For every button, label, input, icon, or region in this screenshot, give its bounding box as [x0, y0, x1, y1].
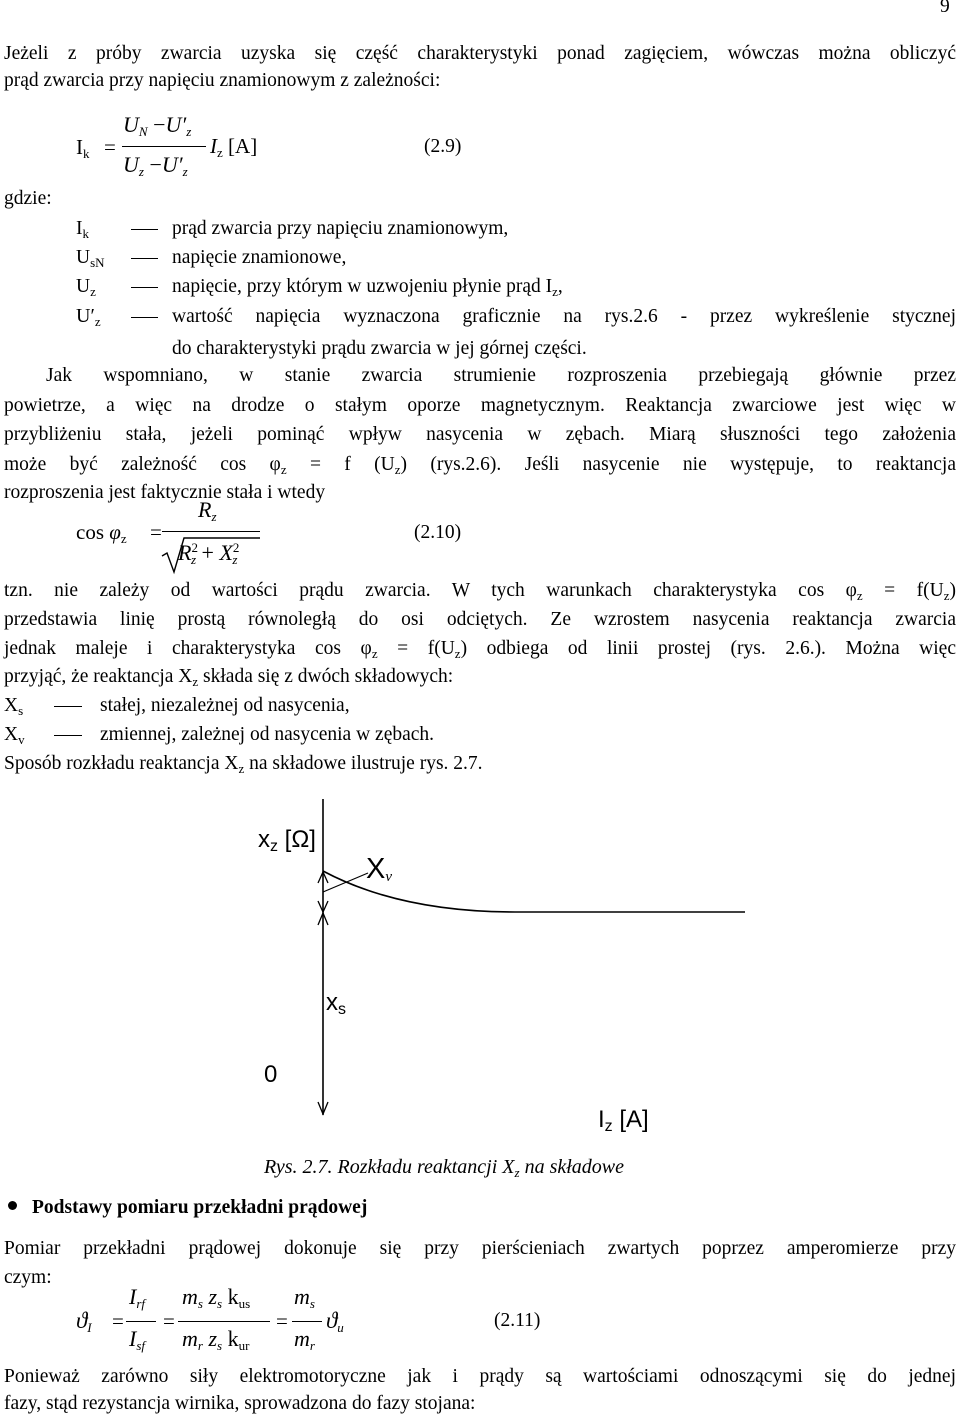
para1-line: Jak wspomniano, w stanie zwarcia strumienie rozproszenia przebiegają głównie przez [46, 365, 956, 386]
eq29-lhs: $I_k$ [76, 135, 90, 161]
xv-text: zmiennej, zależnej od nasycenia w zębach. [100, 724, 435, 745]
section-heading: Podstawy pomiaru przekładni prądowej [4, 1193, 367, 1222]
xs-symbol: $X_s$ [4, 695, 24, 718]
para1-line: może być zależność $\cos \varphi_z = f$ $(U_z)$ (rys.2.6). Jeśli nasycenie nie występuje, to reaktancja [4, 454, 956, 477]
eq211-fraction-bar [178, 1321, 270, 1322]
para1-line: przybliżeniu stała, jeżeli pominąć wpływ nasycenia w zębach. Miarą słuszności tego założenia [4, 424, 956, 445]
eq211-f1-num: $I_{rf}$ [129, 1284, 145, 1311]
eq29-factor: $I_z$ [A] [210, 134, 258, 160]
para1-line: powietrze, a więc na drodze o stałym oporze magnetycznym. Reaktancja zwarciowe jest więc w [4, 395, 956, 416]
eq211-equals-2: = [163, 1309, 175, 1333]
origin-label: 0 [264, 1061, 278, 1088]
eq211-fraction-bar [126, 1321, 156, 1322]
para3-line: czym: [4, 1267, 52, 1288]
def-text-usn: napięcie znamionowe, [172, 247, 347, 268]
xv-symbol: $X_v$ [4, 724, 25, 747]
def-dash [131, 229, 158, 230]
y-axis-label: $x_z$ [Ω] [258, 826, 316, 855]
eq211-theta: $ϑ_I$ [76, 1308, 92, 1335]
eq211-theta-u: $ϑ_u$ [326, 1308, 344, 1335]
eq211-f3-den: $m_r$ [294, 1326, 315, 1353]
eq211-f2-den: $m_r$ $z_s$ $k_{ur}$ [182, 1326, 250, 1353]
page-number: 9 [940, 0, 950, 17]
intro-line-2: prąd zwarcia przy napięciu znamionowym z zależności: [4, 70, 441, 91]
eq211-f3-num: $m_s$ [294, 1284, 315, 1311]
x-axis-label: $I_z$ [A] [598, 1106, 649, 1135]
sposob-line: Sposób rozkładu reaktancja $X_z$ na składowe ilustruje rys. 2.7. [4, 753, 483, 776]
reactance-diagram [300, 795, 750, 1140]
eq210-equals: = [150, 520, 162, 544]
def-sym-uz-prime: $U'_z$ [76, 305, 101, 329]
def-text-ik: prąd zwarcia przy napięciu znamionowym, [172, 218, 509, 239]
para2-line: przedstawia linię prostą równoległą do osi odciętych. Ze wzrostem nasycenia reaktancja zwarcia [4, 609, 956, 630]
xs-text: stałej, niezależnej od nasycenia, [100, 695, 350, 716]
def-dash [131, 317, 158, 318]
para4-line: fazy, stąd rezystancja wirnika, sprowadzona do fazy stojana: [4, 1393, 476, 1414]
eq211-f1-den: $I_{sf}$ [129, 1326, 145, 1353]
xv-label: $X_v$ [366, 853, 393, 885]
eq211-f2-num: $m_s$ $z_s$ $k_{us}$ [182, 1284, 251, 1311]
def-sym-ik: $I_k$ [76, 218, 89, 241]
eq29-number: (2.9) [424, 136, 462, 157]
def-dash [131, 258, 158, 259]
eq29-equals: = [104, 135, 116, 159]
eq210-fraction-bar [162, 531, 260, 532]
def-text-uz: napięcie, przy którym w uzwojeniu płynie prąd $I_z$, [172, 276, 563, 299]
eq210-number: (2.10) [414, 522, 462, 543]
eq29-denominator: $U_z -U'_z$ [123, 152, 188, 179]
para1-line: rozproszenia jest faktycznie stała i wtedy [4, 482, 326, 503]
eq29-fraction-bar [122, 146, 206, 147]
def-text-uz-prime: wartość napięcia wyznaczona graficznie na rys.2.6 - przez wykreślenie stycznej [172, 306, 956, 327]
xs-label: $x_s$ [326, 989, 346, 1018]
para3-line: Pomiar przekładni prądowej dokonuje się przy pierścieniach zwartych poprzez amperomierze przy [4, 1238, 956, 1259]
def-continuation: do charakterystyki prądu zwarcia w jej górnej części. [172, 338, 587, 359]
eq210-numerator: $R_z$ [198, 497, 217, 524]
eq29-numerator: $U_N -U'_z$ [123, 112, 192, 139]
para2-line: przyjąć, że reaktancja $X_z$ składa się z dwóch składowych: [4, 666, 454, 689]
gdzie-label: gdzie: [4, 188, 52, 209]
def-dash [54, 735, 82, 736]
eq211-fraction-bar [292, 1321, 322, 1322]
eq211-equals-1: = [112, 1309, 124, 1333]
eq210-denominator: $R^2_z + X^2_z$ [178, 540, 240, 567]
xv-leader-line [323, 873, 368, 892]
def-sym-uz: $U_z$ [76, 276, 96, 299]
para4-line: Ponieważ zarówno siły elektromotoryczne jak i prądy są wartościami odnoszącymi się do jednej [4, 1366, 956, 1387]
intro-line-1: Jeżeli z próby zwarcia uzyska się część charakterystyki ponad zagięciem, wówczas można obliczyć [4, 43, 956, 64]
def-dash [54, 706, 82, 707]
figure-caption: Rys. 2.7. Rozkładu reaktancji $X_z$ na składowe [264, 1156, 625, 1180]
para2-line: tzn. nie zależy od wartości prądu zwarcia. W tych warunkach charakterystyka $\cos \varphi_z = f(U_z)$ [4, 580, 956, 603]
eq211-equals-3: = [276, 1309, 288, 1333]
eq210-lhs: $\cos \varphi_z$ [76, 520, 127, 546]
def-dash [131, 287, 158, 288]
para2-line: jednak maleje i charakterystyka $\cos \varphi_z = f(U_z)$ odbiega od linii prostej (rys. 2.6.). Można więc [4, 638, 956, 661]
eq211-number: (2.11) [494, 1310, 541, 1331]
bullet-icon [8, 1201, 17, 1210]
def-sym-usn: $U_{sN}$ [76, 247, 105, 270]
